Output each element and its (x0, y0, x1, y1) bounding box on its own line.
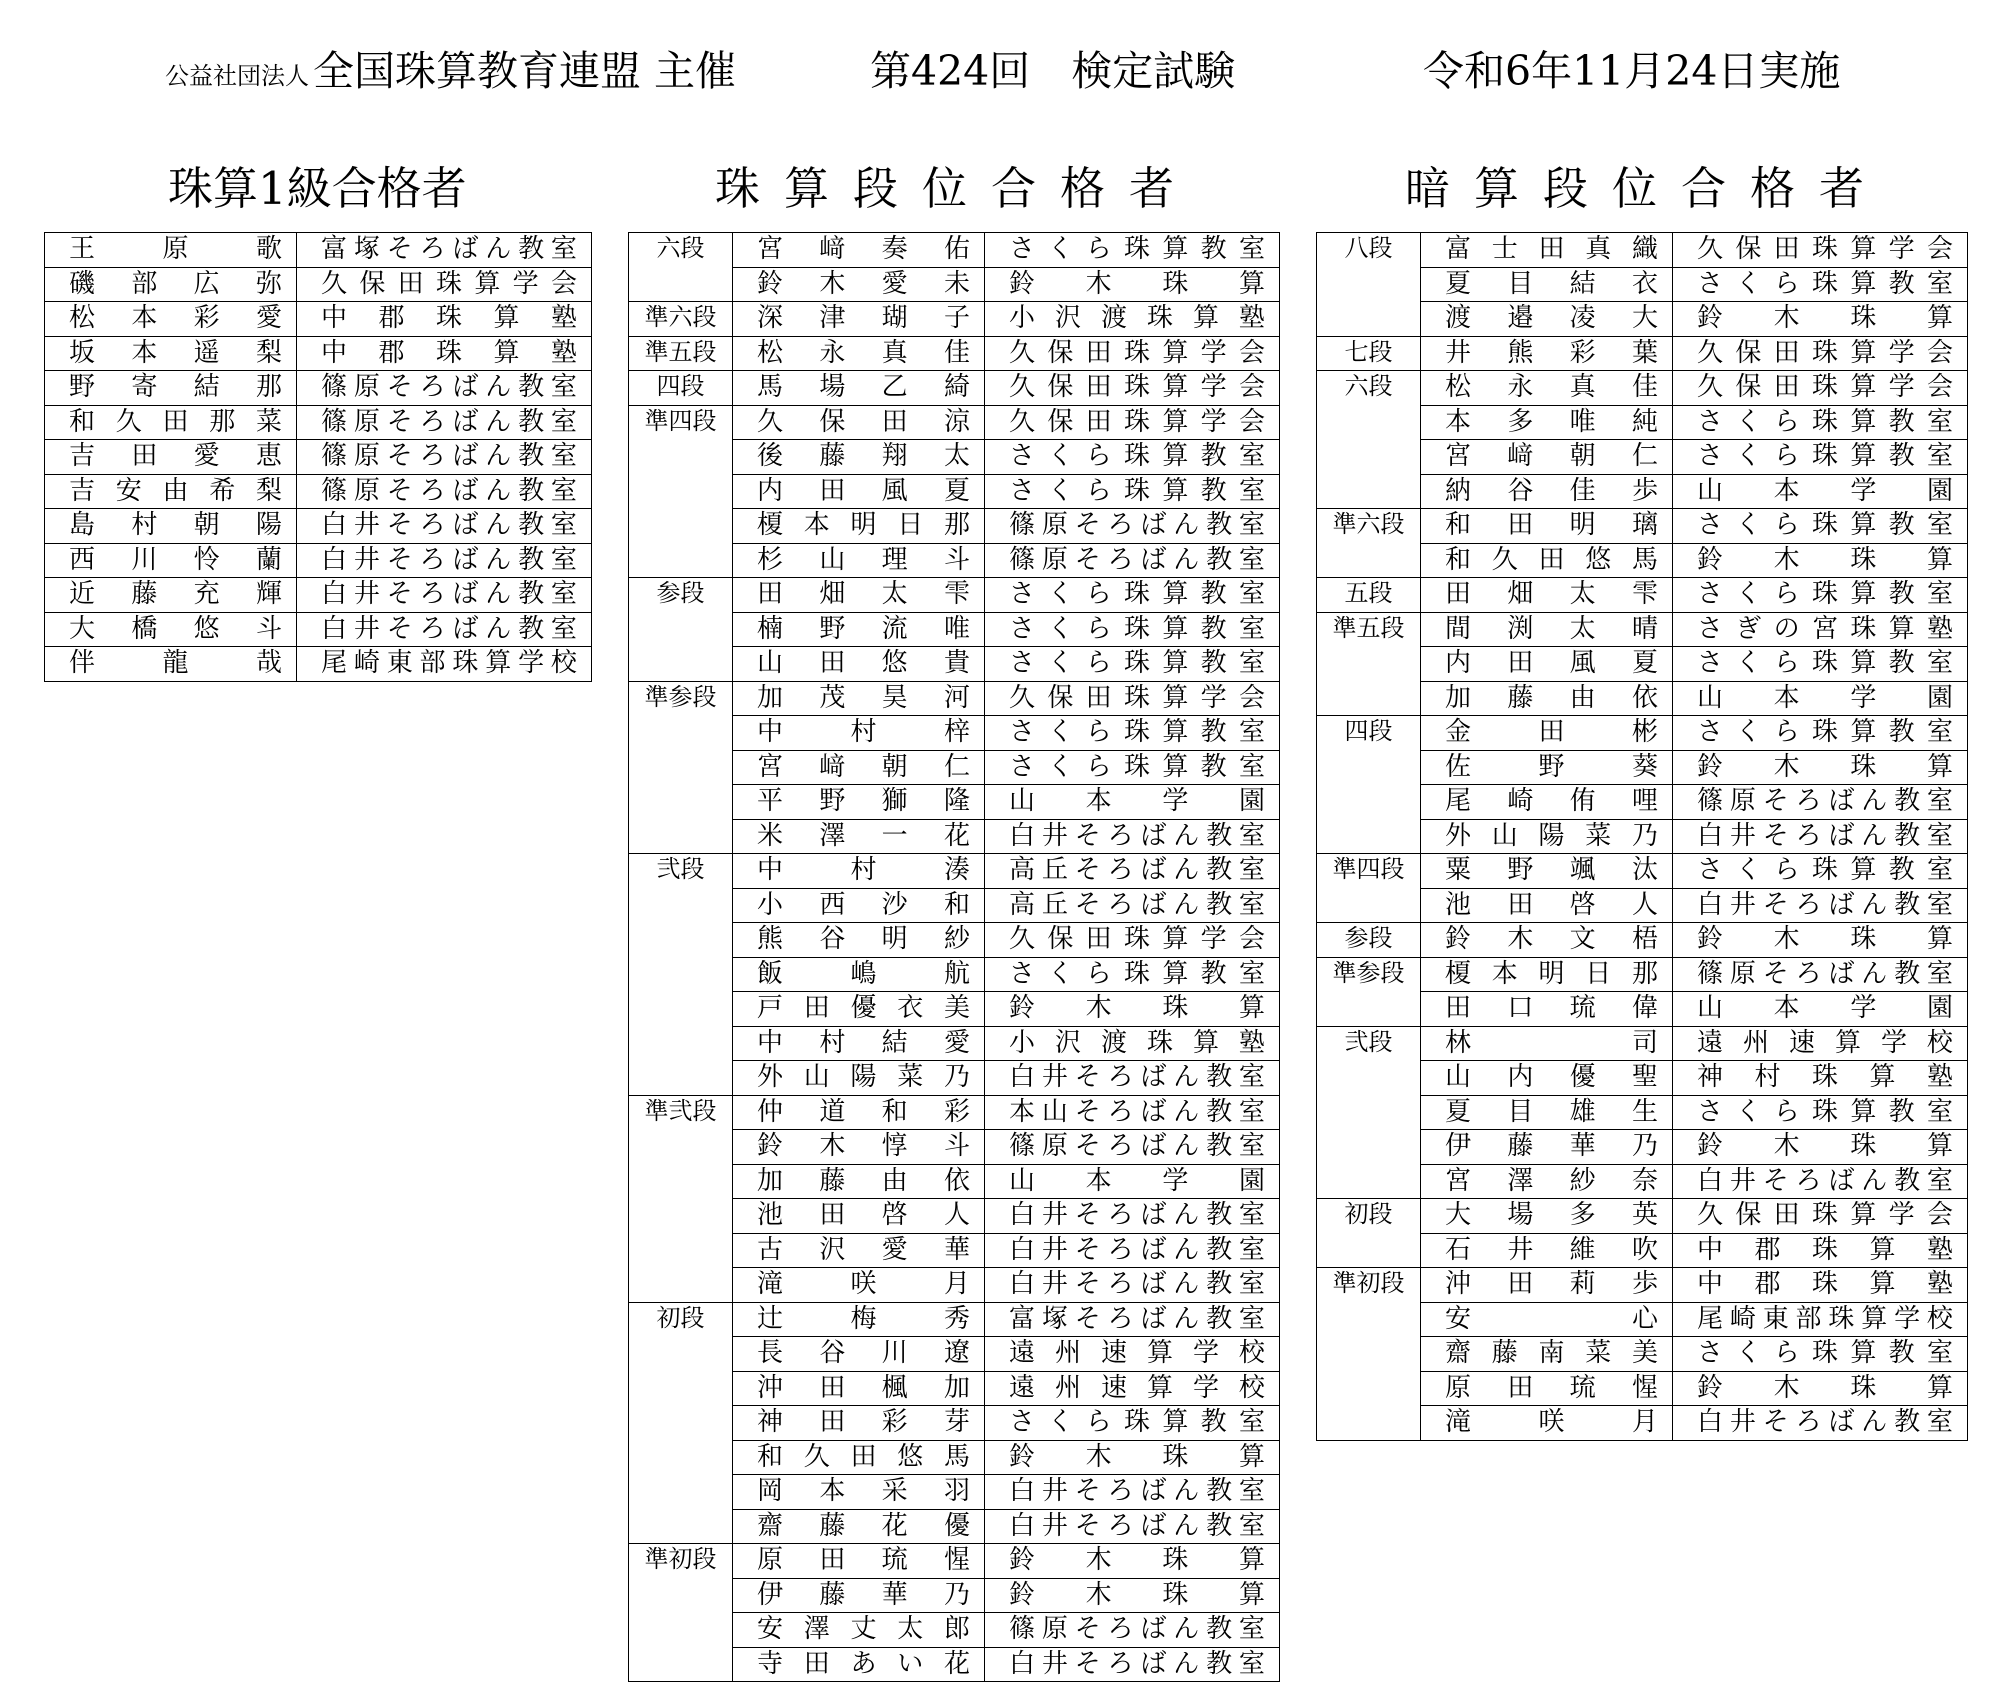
student-name: 尾 崎 侑 哩 (1445, 786, 1658, 817)
school-name: 中 郡 珠 算 塾 (321, 337, 577, 368)
table-row (45, 543, 592, 578)
school-name: 鈴 木 珠 算 (1009, 1579, 1265, 1610)
school-name: 白 井 そ ろ ば ん 教 室 (321, 544, 577, 575)
student-name: 坂 本 遥 梨 (69, 337, 282, 368)
school-name: 中 郡 珠 算 塾 (1697, 1234, 1953, 1265)
table-row (1317, 1199, 1968, 1234)
school-name: 鈴 木 珠 算 (1697, 924, 1953, 955)
student-name: 米 澤 一 花 (757, 820, 970, 851)
table-row (45, 371, 592, 406)
student-name: 深 津 瑚 子 (757, 303, 970, 334)
student-name: 宮 﨑 朝 仁 (757, 751, 970, 782)
school-name: 富 塚 そ ろ ば ん 教 室 (1009, 1303, 1265, 1334)
abacus-dan-table (628, 232, 1280, 1682)
table-row (1317, 612, 1968, 647)
student-name: 辻 梅 秀 (757, 1303, 970, 1334)
school-name: 鈴 木 珠 算 (1697, 544, 1953, 575)
school-name: 神 村 珠 算 塾 (1697, 1062, 1953, 1093)
school-name: 白 井 そ ろ ば ん 教 室 (321, 510, 577, 541)
school-name: 久 保 田 珠 算 学 会 (1009, 372, 1265, 403)
student-name: 原 田 琉 惺 (757, 1545, 970, 1576)
table-row (1317, 923, 1968, 958)
school-name: さ く ら 珠 算 教 室 (1009, 234, 1265, 265)
school-name: さ く ら 珠 算 教 室 (1697, 717, 1953, 748)
school-name: さ く ら 珠 算 教 室 (1697, 648, 1953, 679)
school-name: 高 丘 そ ろ ば ん 教 室 (1009, 855, 1265, 886)
student-name: 和 久 田 悠 馬 (1445, 544, 1658, 575)
rank-label: 参段 (1317, 923, 1421, 958)
school-name: 鈴 木 珠 算 (1697, 751, 1953, 782)
student-name: 長 谷 川 遼 (757, 1338, 970, 1369)
student-name: 外 山 陽 菜 乃 (1445, 820, 1658, 851)
student-name: 山 内 優 聖 (1445, 1062, 1658, 1093)
table-row (45, 509, 592, 544)
student-name: 池 田 啓 人 (757, 1200, 970, 1231)
student-name: 内 田 風 夏 (1445, 648, 1658, 679)
school-name: さ く ら 珠 算 教 室 (1009, 475, 1265, 506)
organizer: 全国珠算教育連盟 主催 (313, 47, 737, 95)
rank-label: 準参段 (1317, 957, 1421, 1026)
student-name: 島 村 朝 陽 (69, 510, 282, 541)
school-name: さ く ら 珠 算 教 室 (1697, 579, 1953, 610)
table-row (1317, 1268, 1968, 1303)
school-name: 篠 原 そ ろ ば ん 教 室 (321, 372, 577, 403)
school-name: 鈴 木 珠 算 (1009, 268, 1265, 299)
rank-label: 準参段 (629, 681, 733, 854)
student-name: 渡 邉 凌 大 (1445, 303, 1658, 334)
table-row (1317, 371, 1968, 406)
rank-label: 四段 (1317, 716, 1421, 854)
table-row (45, 267, 592, 302)
page-header (0, 28, 2001, 98)
table-row (629, 1302, 1280, 1337)
table-row (629, 578, 1280, 613)
table-row (629, 405, 1280, 440)
rank-label: 準初段 (1317, 1268, 1421, 1441)
student-name: 外 山 陽 菜 乃 (757, 1062, 970, 1093)
student-name: 寺 田 あ い 花 (757, 1648, 970, 1679)
student-name: 富 士 田 真 織 (1445, 234, 1658, 265)
school-name: さ ぎ の 宮 珠 算 塾 (1697, 613, 1953, 644)
abacus-1kyu-table (44, 232, 592, 682)
school-name: さ く ら 珠 算 教 室 (1697, 855, 1953, 886)
student-name: 粟 野 颯 汰 (1445, 855, 1658, 886)
rank-label: 準五段 (629, 336, 733, 371)
student-name: 佐 野 葵 (1445, 751, 1658, 782)
table-row (45, 474, 592, 509)
student-name: 鈴 木 惇 斗 (757, 1131, 970, 1162)
student-name: 大 場 多 英 (1445, 1200, 1658, 1231)
school-name: 白 井 そ ろ ば ん 教 室 (1697, 820, 1953, 851)
student-name: 内 田 風 夏 (757, 475, 970, 506)
school-name: 白 井 そ ろ ば ん 教 室 (1697, 889, 1953, 920)
table-row (45, 647, 592, 682)
school-name: 山 本 学 園 (1697, 682, 1953, 713)
table-row (629, 1095, 1280, 1130)
table-row (1317, 233, 1968, 268)
student-name: 榎 本 明 日 那 (1445, 958, 1658, 989)
student-name: 神 田 彩 芽 (757, 1407, 970, 1438)
school-name: 鈴 木 珠 算 (1009, 993, 1265, 1024)
school-name: 鈴 木 珠 算 (1697, 1131, 1953, 1162)
student-name: 田 畑 太 雫 (1445, 579, 1658, 610)
school-name: 久 保 田 珠 算 学 会 (1697, 372, 1953, 403)
student-name: 加 茂 昊 河 (757, 682, 970, 713)
school-name: 篠 原 そ ろ ば ん 教 室 (321, 475, 577, 506)
school-name: 高 丘 そ ろ ば ん 教 室 (1009, 889, 1265, 920)
school-name: 山 本 学 園 (1697, 993, 1953, 1024)
student-name: 安 澤 丈 太 郎 (757, 1614, 970, 1645)
student-name: 磯 部 広 弥 (69, 268, 282, 299)
student-name: 本 多 唯 純 (1445, 406, 1658, 437)
student-name: 大 橋 悠 斗 (69, 613, 282, 644)
rank-label: 弐段 (629, 854, 733, 1096)
table-row (629, 302, 1280, 337)
school-name: さ く ら 珠 算 教 室 (1009, 613, 1265, 644)
school-name: 遠 州 速 算 学 校 (1009, 1372, 1265, 1403)
student-name: 吉 田 愛 恵 (69, 441, 282, 472)
rank-label: 準初段 (629, 1544, 733, 1682)
school-name: 篠 原 そ ろ ば ん 教 室 (1697, 958, 1953, 989)
table-row (1317, 716, 1968, 751)
rank-label: 準四段 (1317, 854, 1421, 923)
school-name: 白 井 そ ろ ば ん 教 室 (1009, 1269, 1265, 1300)
student-name: 岡 本 采 羽 (757, 1476, 970, 1507)
table-row (629, 854, 1280, 889)
student-name: 仲 道 和 彩 (757, 1096, 970, 1127)
school-name: さ く ら 珠 算 教 室 (1009, 958, 1265, 989)
school-name: 白 井 そ ろ ば ん 教 室 (1009, 1200, 1265, 1231)
rank-label: 五段 (1317, 578, 1421, 613)
rank-label: 七段 (1317, 336, 1421, 371)
student-name: 松 永 真 佳 (1445, 372, 1658, 403)
student-name: 野 寄 結 那 (69, 372, 282, 403)
school-name: 中 郡 珠 算 塾 (321, 303, 577, 334)
school-name: 富 塚 そ ろ ば ん 教 室 (321, 234, 577, 265)
student-name: 滝 咲 月 (1445, 1407, 1658, 1438)
student-name: 伊 藤 華 乃 (757, 1579, 970, 1610)
school-name: 篠 原 そ ろ ば ん 教 室 (1009, 1131, 1265, 1162)
rank-label: 準六段 (629, 302, 733, 337)
school-name: さ く ら 珠 算 教 室 (1697, 1338, 1953, 1369)
mental-dan-table (1316, 232, 1968, 1441)
rank-label: 六段 (629, 233, 733, 302)
student-name: 夏 目 雄 生 (1445, 1096, 1658, 1127)
school-name: 鈴 木 珠 算 (1009, 1441, 1265, 1472)
school-name: 篠 原 そ ろ ば ん 教 室 (321, 406, 577, 437)
table-row (629, 1544, 1280, 1579)
student-name: 伊 藤 華 乃 (1445, 1131, 1658, 1162)
school-name: 小 沢 渡 珠 算 塾 (1009, 303, 1265, 334)
student-name: 池 田 啓 人 (1445, 889, 1658, 920)
rank-label: 初段 (629, 1302, 733, 1544)
student-name: 西 川 怜 蘭 (69, 544, 282, 575)
table-row (1317, 957, 1968, 992)
school-name: 篠 原 そ ろ ば ん 教 室 (1009, 544, 1265, 575)
table-row (1317, 854, 1968, 889)
school-name: 白 井 そ ろ ば ん 教 室 (1009, 1234, 1265, 1265)
student-name: 鈴 木 愛 未 (757, 268, 970, 299)
student-name: 齋 藤 花 優 (757, 1510, 970, 1541)
student-name: 林 司 (1445, 1027, 1658, 1058)
student-name: 石 井 維 吹 (1445, 1234, 1658, 1265)
rank-label: 参段 (629, 578, 733, 682)
student-name: 沖 田 楓 加 (757, 1372, 970, 1403)
rank-label: 準五段 (1317, 612, 1421, 716)
school-name: 山 本 学 園 (1009, 786, 1265, 817)
rank-label: 準弐段 (629, 1095, 733, 1302)
student-name: 中 村 梓 (757, 717, 970, 748)
student-name: 小 西 沙 和 (757, 889, 970, 920)
school-name: 小 沢 渡 珠 算 塾 (1009, 1027, 1265, 1058)
school-name: 篠 原 そ ろ ば ん 教 室 (1009, 1614, 1265, 1645)
student-name: 井 熊 彩 葉 (1445, 337, 1658, 368)
student-name: 楠 野 流 唯 (757, 613, 970, 644)
student-name: 沖 田 莉 歩 (1445, 1269, 1658, 1300)
school-name: 遠 州 速 算 学 校 (1009, 1338, 1265, 1369)
student-name: 久 保 田 涼 (757, 406, 970, 437)
student-name: 後 藤 翔 太 (757, 441, 970, 472)
student-name: 飯 嶋 航 (757, 958, 970, 989)
student-name: 宮 﨑 奏 佑 (757, 234, 970, 265)
student-name: 中 村 結 愛 (757, 1027, 970, 1058)
rank-label: 準四段 (629, 405, 733, 578)
rank-label: 四段 (629, 371, 733, 406)
student-name: 和 田 明 璃 (1445, 510, 1658, 541)
table-row (45, 578, 592, 613)
school-name: 久 保 田 珠 算 学 会 (1697, 1200, 1953, 1231)
rank-label: 初段 (1317, 1199, 1421, 1268)
school-name: 白 井 そ ろ ば ん 教 室 (321, 613, 577, 644)
student-name: 古 沢 愛 華 (757, 1234, 970, 1265)
rank-label: 六段 (1317, 371, 1421, 509)
school-name: 久 保 田 珠 算 学 会 (1697, 337, 1953, 368)
table-row (1317, 578, 1968, 613)
school-name: 白 井 そ ろ ば ん 教 室 (1697, 1407, 1953, 1438)
student-name: 松 永 真 佳 (757, 337, 970, 368)
school-name: 遠 州 速 算 学 校 (1697, 1027, 1953, 1058)
student-name: 鈴 木 文 梧 (1445, 924, 1658, 955)
school-name: さ く ら 珠 算 教 室 (1009, 1407, 1265, 1438)
school-name: 山 本 学 園 (1009, 1165, 1265, 1196)
school-name: 本 山 そ ろ ば ん 教 室 (1009, 1096, 1265, 1127)
student-name: 宮 﨑 朝 仁 (1445, 441, 1658, 472)
school-name: 中 郡 珠 算 塾 (1697, 1269, 1953, 1300)
table-row (45, 233, 592, 268)
student-name: 山 田 悠 貴 (757, 648, 970, 679)
school-name: 尾 崎 東 部 珠 算 学 校 (1697, 1303, 1953, 1334)
rank-label: 準六段 (1317, 509, 1421, 578)
student-name: 伴 龍 哉 (69, 648, 282, 679)
table-row (45, 440, 592, 475)
school-name: さ く ら 珠 算 教 室 (1697, 441, 1953, 472)
abacus-1kyu-title: 珠算1級合格者 (168, 162, 467, 215)
student-name: 原 田 琉 惺 (1445, 1372, 1658, 1403)
table-row (1317, 336, 1968, 371)
table-row (629, 233, 1280, 268)
school-name: 久 保 田 珠 算 学 会 (321, 268, 577, 299)
school-name: さ く ら 珠 算 教 室 (1697, 1096, 1953, 1127)
exam-date: 令和6年11月24日実施 (1423, 47, 1841, 95)
school-name: 尾 崎 東 部 珠 算 学 校 (321, 648, 577, 679)
student-name: 平 野 獅 隆 (757, 786, 970, 817)
student-name: 松 本 彩 愛 (69, 303, 282, 334)
student-name: 熊 谷 明 紗 (757, 924, 970, 955)
school-name: 久 保 田 珠 算 学 会 (1697, 234, 1953, 265)
student-name: 中 村 湊 (757, 855, 970, 886)
school-name: 鈴 木 珠 算 (1697, 1372, 1953, 1403)
school-name: 白 井 そ ろ ば ん 教 室 (1009, 1062, 1265, 1093)
student-name: 齋 藤 南 菜 美 (1445, 1338, 1658, 1369)
school-name: 白 井 そ ろ ば ん 教 室 (321, 579, 577, 610)
school-name: 久 保 田 珠 算 学 会 (1009, 924, 1265, 955)
table-row (45, 612, 592, 647)
school-name: 白 井 そ ろ ば ん 教 室 (1697, 1165, 1953, 1196)
school-name: さ く ら 珠 算 教 室 (1009, 751, 1265, 782)
student-name: 間 渕 太 晴 (1445, 613, 1658, 644)
table-row (45, 336, 592, 371)
rank-label: 八段 (1317, 233, 1421, 337)
student-name: 近 藤 充 輝 (69, 579, 282, 610)
school-name: 鈴 木 珠 算 (1009, 1545, 1265, 1576)
school-name: 篠 原 そ ろ ば ん 教 室 (321, 441, 577, 472)
student-name: 加 藤 由 依 (1445, 682, 1658, 713)
student-name: 夏 目 結 衣 (1445, 268, 1658, 299)
exam-title: 第424回 検定試験 (870, 47, 1236, 95)
student-name: 田 畑 太 雫 (757, 579, 970, 610)
school-name: 山 本 学 園 (1697, 475, 1953, 506)
student-name: 金 田 彬 (1445, 717, 1658, 748)
student-name: 安 心 (1445, 1303, 1658, 1334)
school-name: 篠 原 そ ろ ば ん 教 室 (1697, 786, 1953, 817)
school-name: 白 井 そ ろ ば ん 教 室 (1009, 820, 1265, 851)
student-name: 納 谷 佳 歩 (1445, 475, 1658, 506)
rank-label: 弐段 (1317, 1026, 1421, 1199)
school-name: 久 保 田 珠 算 学 会 (1009, 406, 1265, 437)
school-name: 久 保 田 珠 算 学 会 (1009, 337, 1265, 368)
student-name: 和 久 田 悠 馬 (757, 1441, 970, 1472)
org-type: 公益社団法人 (165, 62, 309, 90)
table-row (45, 302, 592, 337)
school-name: さ く ら 珠 算 教 室 (1697, 406, 1953, 437)
student-name: 滝 咲 月 (757, 1269, 970, 1300)
student-name: 和 久 田 那 菜 (69, 406, 282, 437)
student-name: 加 藤 由 依 (757, 1165, 970, 1196)
school-name: さ く ら 珠 算 教 室 (1009, 579, 1265, 610)
school-name: 久 保 田 珠 算 学 会 (1009, 682, 1265, 713)
student-name: 榎 本 明 日 那 (757, 510, 970, 541)
student-name: 吉 安 由 希 梨 (69, 475, 282, 506)
student-name: 戸 田 優 衣 美 (757, 993, 970, 1024)
school-name: さ く ら 珠 算 教 室 (1697, 268, 1953, 299)
student-name: 杉 山 理 斗 (757, 544, 970, 575)
student-name: 馬 場 乙 綺 (757, 372, 970, 403)
school-name: さ く ら 珠 算 教 室 (1697, 510, 1953, 541)
table-row (629, 371, 1280, 406)
school-name: 白 井 そ ろ ば ん 教 室 (1009, 1648, 1265, 1679)
student-name: 宮 澤 紗 奈 (1445, 1165, 1658, 1196)
table-row (1317, 509, 1968, 544)
school-name: さ く ら 珠 算 教 室 (1009, 717, 1265, 748)
student-name: 王 原 歌 (69, 234, 282, 265)
mental-dan-title: 暗算段位合格者 (1405, 162, 1889, 215)
table-row (45, 405, 592, 440)
school-name: 白 井 そ ろ ば ん 教 室 (1009, 1510, 1265, 1541)
table-row (1317, 1026, 1968, 1061)
table-row (629, 681, 1280, 716)
school-name: 白 井 そ ろ ば ん 教 室 (1009, 1476, 1265, 1507)
school-name: さ く ら 珠 算 教 室 (1009, 441, 1265, 472)
school-name: 鈴 木 珠 算 (1697, 303, 1953, 334)
student-name: 田 口 琉 偉 (1445, 993, 1658, 1024)
school-name: さ く ら 珠 算 教 室 (1009, 648, 1265, 679)
table-row (629, 336, 1280, 371)
school-name: 篠 原 そ ろ ば ん 教 室 (1009, 510, 1265, 541)
abacus-dan-title: 珠算段位合格者 (715, 162, 1199, 215)
